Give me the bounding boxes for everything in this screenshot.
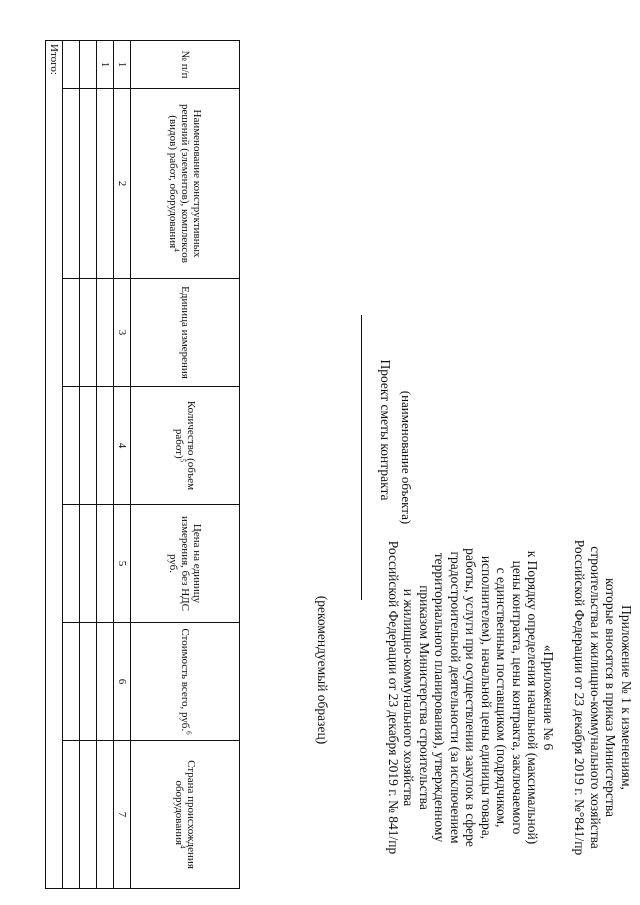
column-number: 7 <box>114 741 131 889</box>
table-header-row <box>131 41 240 889</box>
header-line: градостроительной деятельности (за исключением <box>448 551 463 844</box>
column-number: 6 <box>114 623 131 741</box>
table-cell <box>63 41 80 89</box>
table-cell <box>63 741 80 889</box>
table-cell <box>63 623 80 741</box>
table-cell <box>80 505 97 623</box>
column-header: № п/п <box>131 41 240 89</box>
column-number: 5 <box>114 505 131 623</box>
table-row <box>63 41 80 889</box>
table-row <box>80 41 97 889</box>
column-number: 2 <box>114 89 131 279</box>
table-cell <box>97 623 114 741</box>
table-cell <box>63 279 80 387</box>
table-cell <box>63 387 80 505</box>
header-line: территориального планирования), утвержденному <box>432 552 448 843</box>
table-cell <box>97 741 114 889</box>
header-line: исполнителем), начальной цены единицы товара, <box>479 555 494 840</box>
header-line: с единственным поставщиком (подрядчиком, <box>494 567 510 828</box>
header-line: Российской Федерации от 23 декабря 2019 г. №°841/пр <box>572 539 588 856</box>
table-cell <box>63 89 80 279</box>
table-cell <box>80 41 97 89</box>
header-line: цены контракта, цены контракта, заключаемого <box>510 560 525 835</box>
header-line: и жилищно-коммунального хозяйства <box>401 588 417 807</box>
document-title: Проект сметы контракта <box>378 359 393 501</box>
column-number: 3 <box>114 279 131 387</box>
column-header: Наименование конструктивных решений (элементов), комплексов (видов) работ, оборудования$^4$ <box>131 89 240 279</box>
column-header: Цена на единицу измерения, без НДС руб. <box>131 505 240 623</box>
table-cell <box>97 279 114 387</box>
appendix-header <box>386 500 635 895</box>
total-row <box>46 41 63 889</box>
header-line: строительства и жилищно-коммунального хозяйства <box>588 546 603 849</box>
column-header: Количество (объем работ)$^5$ <box>131 387 240 505</box>
table-cell <box>80 387 97 505</box>
header-line: работы, услуги при осуществлении закупок в сфере <box>463 548 479 847</box>
column-number: 1 <box>114 41 131 89</box>
table-cell <box>63 505 80 623</box>
estimate-table <box>45 40 240 889</box>
table-cell <box>97 387 114 505</box>
table-cell <box>80 741 97 889</box>
table-cell <box>80 279 97 387</box>
column-header: Страна происхождения оборудования$^4$ <box>131 741 240 889</box>
table-cell <box>80 89 97 279</box>
header-line: приказом Министерства строительства <box>417 585 432 810</box>
header-line: «Приложение № 6 <box>541 644 556 751</box>
recommended-sample-note: (рекомендуемый образец) <box>315 595 330 745</box>
object-name-caption: (наименование объекта) <box>399 390 414 525</box>
table-cell <box>97 89 114 279</box>
total-label: Итого: <box>46 41 63 889</box>
column-number-row <box>114 41 131 889</box>
table-cell: 1 <box>97 41 114 89</box>
column-header: Единица измерения <box>131 279 240 387</box>
table-cell <box>97 505 114 623</box>
header-line: Приложение № 1 к изменениям, <box>619 605 634 790</box>
header-line: которые вносятся в приказ Министерства <box>603 577 619 818</box>
column-header: Стоимость всего, руб.$^6$ <box>131 623 240 741</box>
table-cell <box>80 623 97 741</box>
header-line: Российской Федерации от 23 декабря 2019 г. № 841/пр <box>386 540 401 855</box>
header-line: к Порядку определения начальной (максимальной) <box>525 550 541 845</box>
column-number: 4 <box>114 387 131 505</box>
table-row <box>97 41 114 889</box>
object-name-underline <box>361 315 362 600</box>
